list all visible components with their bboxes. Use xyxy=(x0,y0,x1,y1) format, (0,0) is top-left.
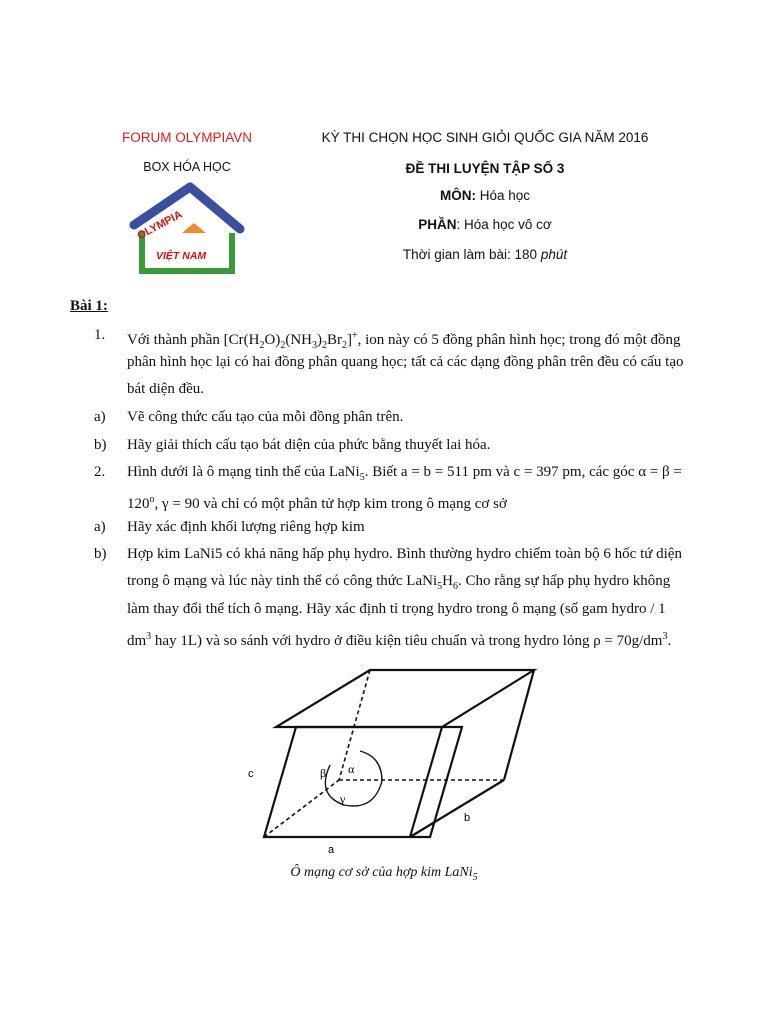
duration-line xyxy=(290,247,680,262)
q1-text-1: Với thành phần $[Cr(H_2O)_2(NH_3)_2Br_2]^+$, ion này có 5 đồng phân hình học; trong đó một đồng xyxy=(127,330,681,351)
label-b: b xyxy=(464,812,471,824)
label-alpha: α xyxy=(348,762,355,776)
lesson-title: Bài 1: xyxy=(70,298,108,314)
label-gamma: γ xyxy=(340,792,346,806)
logo-text-top: OLYMPIA xyxy=(135,208,185,243)
exam-subtitle: ĐỀ THI LUYỆN TẬP SỐ 3 xyxy=(405,161,565,176)
org-name: FORUM OLYMPIAVN xyxy=(121,130,252,145)
duration-label: Thời gian làm bài: 180 xyxy=(402,247,541,262)
label-beta: β xyxy=(320,766,327,780)
logo-text-bottom: VIỆT NAM xyxy=(156,250,207,262)
exam-title: KỲ THI CHỌN HỌC SINH GIỎI QUỐC GIA NĂM 2016 xyxy=(321,130,649,145)
org-box-label: BOX HÓA HỌC xyxy=(143,160,231,174)
subject-value: Hóa học xyxy=(479,188,531,203)
label-a: a xyxy=(328,844,335,856)
part-line xyxy=(290,217,680,232)
label-c: c xyxy=(248,768,254,780)
subject-label: MÔN: xyxy=(439,188,476,203)
unit-cell-diagram xyxy=(248,665,534,856)
cell-front-face xyxy=(264,727,462,837)
subject-line xyxy=(290,188,680,203)
q2-number: 2. xyxy=(94,464,106,480)
duration-unit: phút xyxy=(540,247,568,262)
olympia-logo xyxy=(128,183,244,275)
part-label: PHẦN xyxy=(418,217,457,232)
cell-top-face xyxy=(276,670,534,727)
q1-number: 1. xyxy=(94,327,106,343)
part-value: : Hóa học vô cơ xyxy=(456,217,552,232)
figure-caption: Ô mạng cơ sở của hợp kim LaNi$_5$ xyxy=(290,865,478,883)
